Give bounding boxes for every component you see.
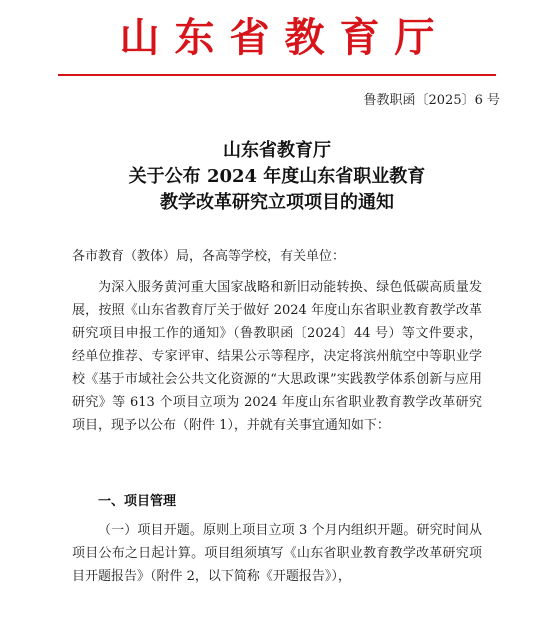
document-title bbox=[0, 138, 554, 216]
document-number: 鲁教职函〔2025〕6 号 bbox=[363, 93, 500, 108]
body-paragraph-2: （一）项目开题。原则上项目立项 3 个月内组织开题。研究时间从项目公布之日起计算。项目组须填写《山东省职业教育教学改革研究项目开题报告》（附件 2，以下简称《开题报告》）， bbox=[72, 523, 482, 584]
salutation: 各市教育（教体）局，各高等学校，有关单位： bbox=[72, 249, 346, 264]
section-heading-project-management: 一、项目管理 bbox=[98, 494, 177, 509]
letterhead-title: 山东省教育厅 bbox=[119, 14, 450, 61]
body-paragraph-1: 为深入服务黄河重大国家战略和新旧动能转换、绿色低碳高质量发展，按照《山东省教育厅关于做好 2024 年度山东省职业教育教学改革研究项目申报工作的通知》（鲁教职函〔2024〕44 号）等文件要求，经单位推荐、专家评审、结果公示等程序，决定将滨州航空中等职业学校《基于市域社会公共文化资源的“大思政课”实践教学体系创新与应用研究》等 613 个项目立项为 2024 年度山东省职业教育教学改革研究项目，现予以公布（附件 1），并就有关事宜通知如下： bbox=[72, 280, 482, 433]
document-title-line-2: 关于公布 2024 年度山东省职业教育 bbox=[128, 166, 426, 187]
document-title-line-3: 教学改革研究立项项目的通知 bbox=[160, 192, 394, 213]
document-title-line-1: 山东省教育厅 bbox=[223, 140, 331, 161]
letterhead-red-rule bbox=[58, 74, 496, 76]
